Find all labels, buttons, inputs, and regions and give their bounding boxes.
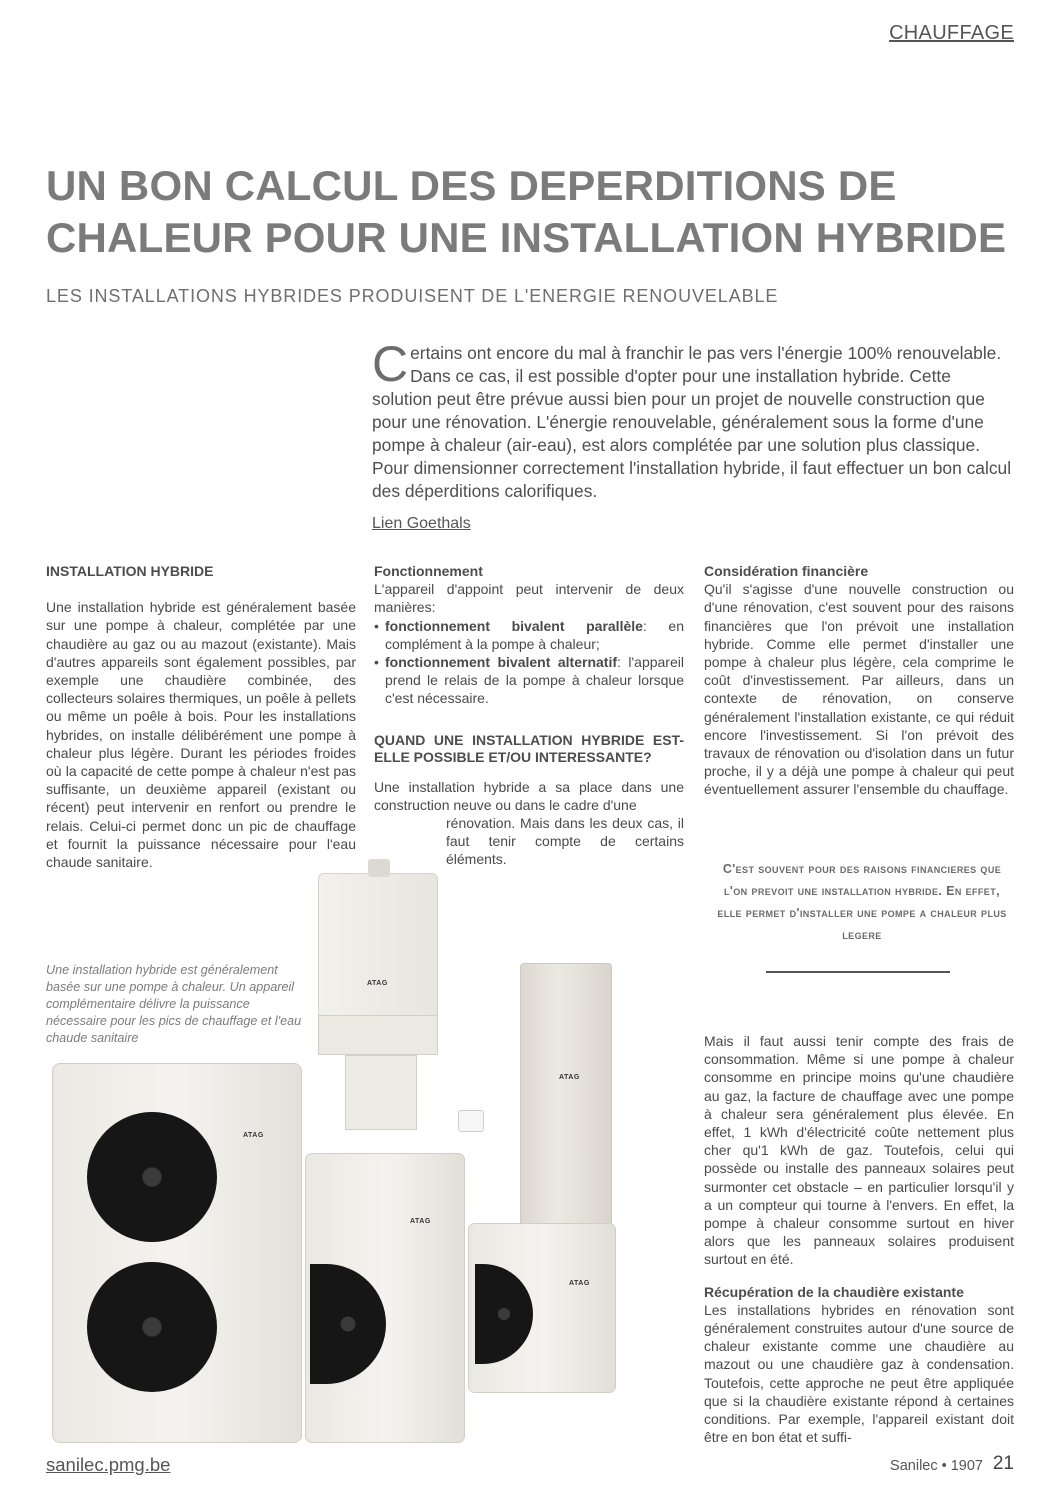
section-tag: CHAUFFAGE bbox=[889, 22, 1014, 44]
col2-bullet-list bbox=[374, 617, 684, 708]
col1-heading: INSTALLATION HYBRIDE bbox=[46, 563, 214, 579]
brand-logo: ATAG bbox=[367, 980, 388, 987]
intro-paragraph bbox=[372, 336, 1014, 503]
fan-icon bbox=[310, 1264, 386, 1384]
author-byline: Lien Goethals bbox=[372, 515, 471, 532]
fan-icon bbox=[475, 1264, 533, 1364]
col2-paragraph-2a: Une installation hybride a sa place dans une construction neuve ou dans le cadre d'une bbox=[374, 778, 684, 813]
column-2 bbox=[374, 562, 684, 869]
product-photo bbox=[40, 855, 680, 1450]
article-subtitle: LES INSTALLATIONS HYBRIDES PRODUISENT DE L'ENERGIE RENOUVELABLE bbox=[46, 286, 779, 306]
col2-paragraph-2b: rénovation. Mais dans les deux cas, il faut tenir compte de certains éléments. bbox=[446, 815, 684, 868]
footer-website-link[interactable]: sanilec.pmg.be bbox=[46, 1454, 171, 1475]
fan-icon bbox=[87, 1112, 217, 1242]
fan-icon bbox=[87, 1262, 217, 1392]
footer-publication bbox=[890, 1458, 983, 1474]
boiler-base bbox=[318, 1015, 438, 1055]
intro-text: ertains ont encore du mal à franchir le pas vers l'énergie 100% renouvelable. Dans ce cas, il est possible d'opter pour une installation hybride. Cette solution peut être prévue aussi bien pour un projet de nouvelle construction que pour une rénovation. L'énergie renouvelable, généralement sous la forme d'une pompe à chaleur (air-eau), est alors complétée par une solution plus classique. Pour dimensionner correctement l'installation hybride, il faut effectuer un bon calcul des déperditions calorifiques. bbox=[372, 343, 1012, 501]
col3-paragraph-2: Mais il faut aussi tenir compte des frais de consommation. Même si une pompe à chaleur consomme en principe moins qu'une chaudière au gaz, la facture de chauffage avec une pompe à chaleur sera généralement plus élevée. En effet, 1 kWh d'électricité coûte nettement plus cher qu'1 kWh de gaz. Toutefois, celui qui possède ou installe des panneaux solaires peut surmonter cet obstacle – en particulier lorsqu'il y a un compteur qui tourne à l'envers. En effet, la pompe à chaleur consomme surtout en hiver alors que les panneaux solaires produisent surtout en été. bbox=[704, 1033, 1014, 1268]
bullet-bold: fonctionnement bivalent alternatif bbox=[385, 654, 617, 671]
boiler-flue bbox=[368, 859, 390, 877]
image-caption: Une installation hybride est généralement basée sur une pompe à chaleur. Un appareil complémentaire délivre la puissance nécessaire pour les pics de chauffage et l'eau chaude sanitaire bbox=[46, 963, 302, 1045]
list-item bbox=[374, 653, 684, 708]
outdoor-unit-small bbox=[468, 1223, 616, 1393]
pull-quote: C'est souvent pour des raisons financieres que l'on prevoit une installation hybride. En effet, elle permet d'installer une pompe a chaleur plus legere bbox=[717, 862, 1007, 942]
footer-publication-text: Sanilec • 1907 bbox=[890, 1458, 983, 1474]
col1-paragraph: Une installation hybride est généralement basée sur une pompe à chaleur, complétée par une chaudière au gaz ou au mazout (existante). Mais d'autres appareils sont également possibles, par exemple une chaudière combinée, des collecteurs solaires thermiques, un poêle à pellets ou même un poêle à bois. Pour les installations hybrides, on installe délibérément une pompe à chaleur plus légère. Durant les périodes froides où la capacité de cette pompe à chaleur n'est pas suffisante, un deuxième appareil (existant ou récent) peut intervenir en renfort ou prendre le relais. Celui-ci permet donc un pic de chauffage et fournit la puissance nécessaire pour l'eau chaude sanitaire. bbox=[46, 599, 356, 871]
col2-paragraph-1: L'appareil d'appoint peut intervenir de deux manières: bbox=[374, 581, 684, 616]
col3-subheading-1: Considération financière bbox=[704, 563, 869, 579]
col3-subheading-2: Récupération de la chaudière existante bbox=[704, 1283, 964, 1300]
bullet-bold: fonctionnement bivalent parallèle bbox=[385, 617, 643, 634]
col2-subheading: Fonctionnement bbox=[374, 563, 483, 579]
col3-paragraph-3: Les installations hybrides en rénovation sont généralement construites autour d'une source de chaleur existante comme une chaudière au mazout ou une chaudière gaz à condensation. Toutefois, cette approche ne peut être appliquée que si la chaudière existante répond à certaines conditions. Par exemple, l'appareil existant doit être en bon état et suffi- bbox=[704, 1301, 1014, 1446]
pull-quote-rule bbox=[766, 971, 950, 973]
brand-logo: ATAG bbox=[569, 1280, 590, 1287]
brand-logo: ATAG bbox=[410, 1218, 431, 1225]
wall-boiler bbox=[318, 873, 438, 1023]
article-title: UN BON CALCUL DES DEPERDITIONS DE CHALEUR POUR UNE INSTALLATION HYBRIDE bbox=[46, 162, 1007, 261]
col2-heading-2: QUAND UNE INSTALLATION HYBRIDE EST-ELLE POSSIBLE ET/OU INTERESSANTE? bbox=[374, 731, 684, 765]
outdoor-unit-large bbox=[52, 1063, 302, 1443]
page-number: 21 bbox=[992, 1453, 1014, 1474]
boiler-duct bbox=[345, 1055, 417, 1130]
thermostat-icon bbox=[458, 1110, 484, 1132]
bullet-text: : l'appareil prend le relais de la pompe à chaleur lorsque c'est nécessaire. bbox=[385, 654, 684, 707]
col3-paragraph-1: Qu'il s'agisse d'une nouvelle construction ou d'une rénovation, c'est souvent pour des raisons financières que l'on prévoit une installation hybride. Comme elle permet d'installer une pompe à chaleur plus légère, cela comprime le coût d'investissement. Par ailleurs, dans un contexte de rénovation, on conserve généralement l'installation existante, ce qui réduit encore l'investissement. Si l'on prévoit des travaux de rénovation ou d'isolation dans un futur proche, il y a déjà une pompe à chaleur qui peut éventuellement assurer l'ensemble du chauffage. bbox=[704, 581, 1014, 798]
column-1 bbox=[46, 562, 356, 871]
dropcap: C bbox=[372, 336, 409, 392]
brand-logo: ATAG bbox=[243, 1132, 264, 1139]
bullet-text: : en complément à la pompe à chaleur; bbox=[385, 617, 684, 652]
brand-logo: ATAG bbox=[559, 1074, 580, 1081]
column-3-top bbox=[704, 562, 1014, 799]
list-item bbox=[374, 617, 684, 653]
outdoor-unit-medium bbox=[305, 1153, 465, 1443]
column-3-bottom bbox=[704, 1032, 1014, 1446]
